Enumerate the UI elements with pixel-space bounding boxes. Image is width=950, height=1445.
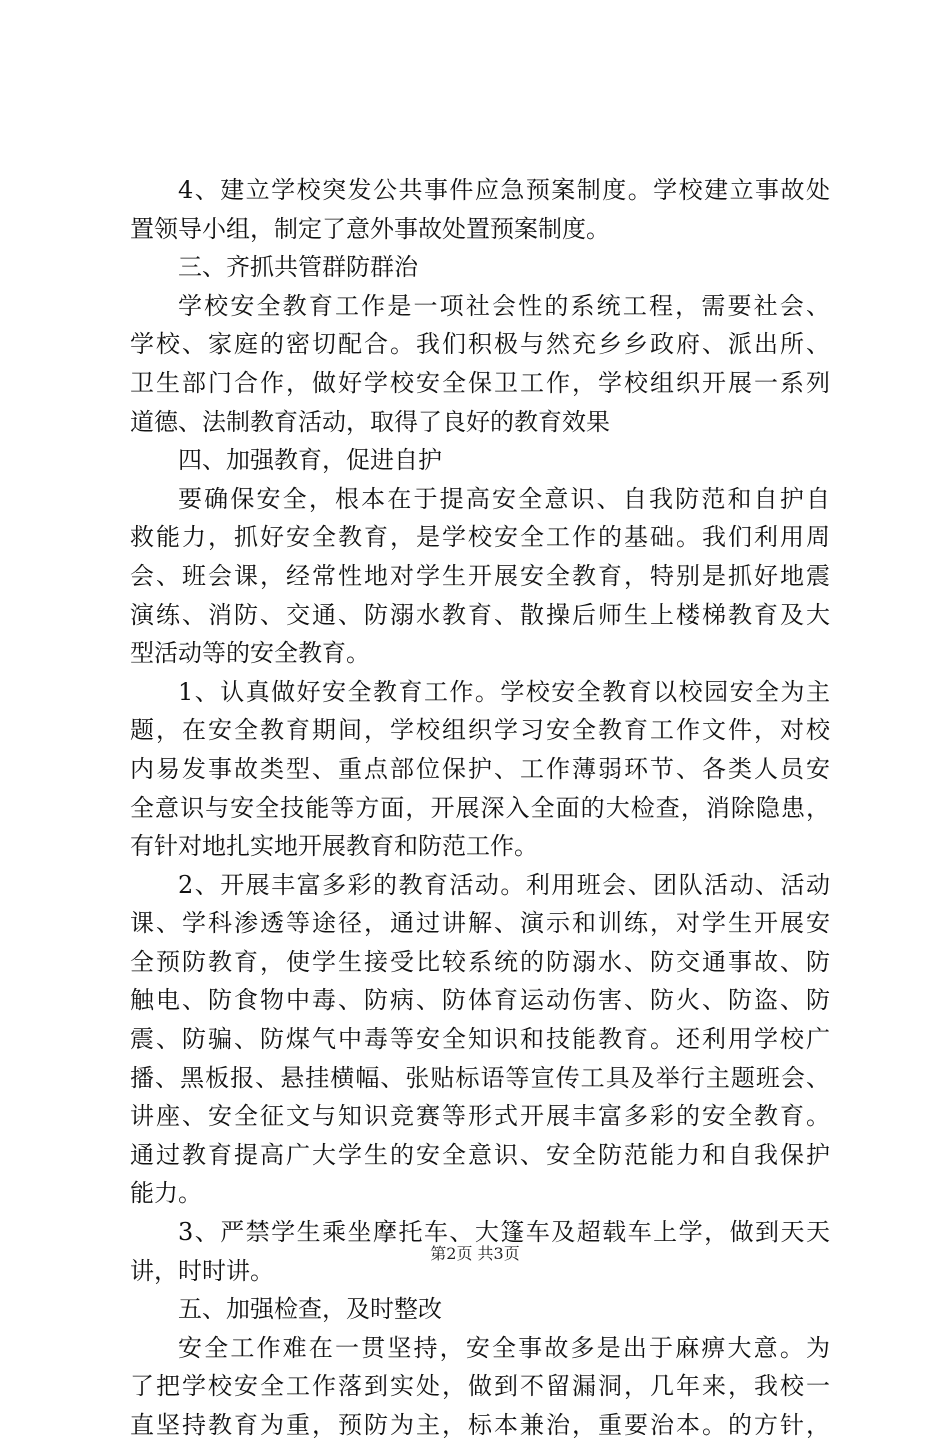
paragraph-line: 题，在安全教育期间，学校组织学习安全教育工作文件，对校 (130, 716, 830, 745)
paragraph-line: 讲，时时讲。 (130, 1256, 274, 1285)
section-heading: 三、齐抓共管群防群治 (178, 253, 418, 282)
paragraph-line: 了把学校安全工作落到实处，做到不留漏洞，几年来，我校一 (130, 1372, 830, 1401)
section-heading: 四、加强教育，促进自护 (178, 446, 442, 475)
paragraph-line: 要确保安全，根本在于提高安全意识、自我防范和自护自 (178, 484, 830, 513)
paragraph-line: 4、建立学校突发公共事件应急预案制度。学校建立事故处 (178, 176, 830, 204)
paragraph-line: 全预防教育，使学生接受比较系统的防溺水、防交通事故、防 (130, 947, 830, 976)
page-number-footer: 第2页 共3页 (430, 1244, 520, 1263)
paragraph-line: 震、防骗、防煤气中毒等安全知识和技能教育。还利用学校广 (130, 1025, 830, 1054)
paragraph-line: 2、开展丰富多彩的教育活动。利用班会、团队活动、活动 (178, 870, 830, 899)
paragraph-line: 触电、防食物中毒、防病、防体育运动伤害、防火、防盗、防 (130, 986, 830, 1015)
paragraph-line: 内易发事故类型、重点部位保护、工作薄弱环节、各类人员安 (130, 754, 830, 783)
paragraph-line: 课、学科渗透等途径，通过讲解、演示和训练，对学生开展安 (130, 909, 830, 938)
paragraph-line: 演练、消防、交通、防溺水教育、散操后师生上楼梯教育及大 (130, 600, 830, 629)
paragraph-line: 学校安全教育工作是一项社会性的系统工程，需要社会、 (178, 291, 830, 320)
paragraph-line: 直坚持教育为重，预防为主，标本兼治，重要治本。的方针， (130, 1411, 830, 1439)
paragraph-line: 学校、家庭的密切配合。我们积极与然充乡乡政府、派出所、 (130, 330, 830, 359)
paragraph-line: 型活动等的安全教育。 (130, 639, 370, 668)
paragraph-line: 有针对地扎实地开展教育和防范工作。 (130, 832, 538, 861)
paragraph-line: 3、严禁学生乘坐摩托车、大篷车及超载车上学，做到天天 (178, 1218, 830, 1247)
paragraph-line: 安全工作难在一贯坚持，安全事故多是出于麻痹大意。为 (178, 1333, 830, 1362)
paragraph-line: 会、班会课，经常性地对学生开展安全教育，特别是抓好地震 (130, 561, 830, 590)
paragraph-line: 救能力，抓好安全教育，是学校安全工作的基础。我们利用周 (130, 523, 830, 552)
section-heading: 五、加强检查，及时整改 (178, 1295, 442, 1324)
paragraph-line: 置领导小组，制定了意外事故处置预案制度。 (130, 214, 610, 243)
paragraph-line: 全意识与安全技能等方面，开展深入全面的大检查，消除隐患， (130, 793, 830, 822)
paragraph-line: 1、认真做好安全教育工作。学校安全教育以校园安全为主 (178, 677, 830, 706)
paragraph-line: 卫生部门合作，做好学校安全保卫工作，学校组织开展一系列 (130, 368, 830, 397)
paragraph-line: 道德、法制教育活动，取得了良好的教育效果 (130, 407, 610, 436)
paragraph-line: 讲座、安全征文与知识竞赛等形式开展丰富多彩的安全教育。 (130, 1102, 830, 1131)
paragraph-line: 能力。 (130, 1179, 202, 1208)
paragraph-line: 播、黑板报、悬挂横幅、张贴标语等宣传工具及举行主题班会、 (130, 1063, 830, 1092)
paragraph-line: 通过教育提高广大学生的安全意识、安全防范能力和自我保护 (130, 1140, 830, 1169)
